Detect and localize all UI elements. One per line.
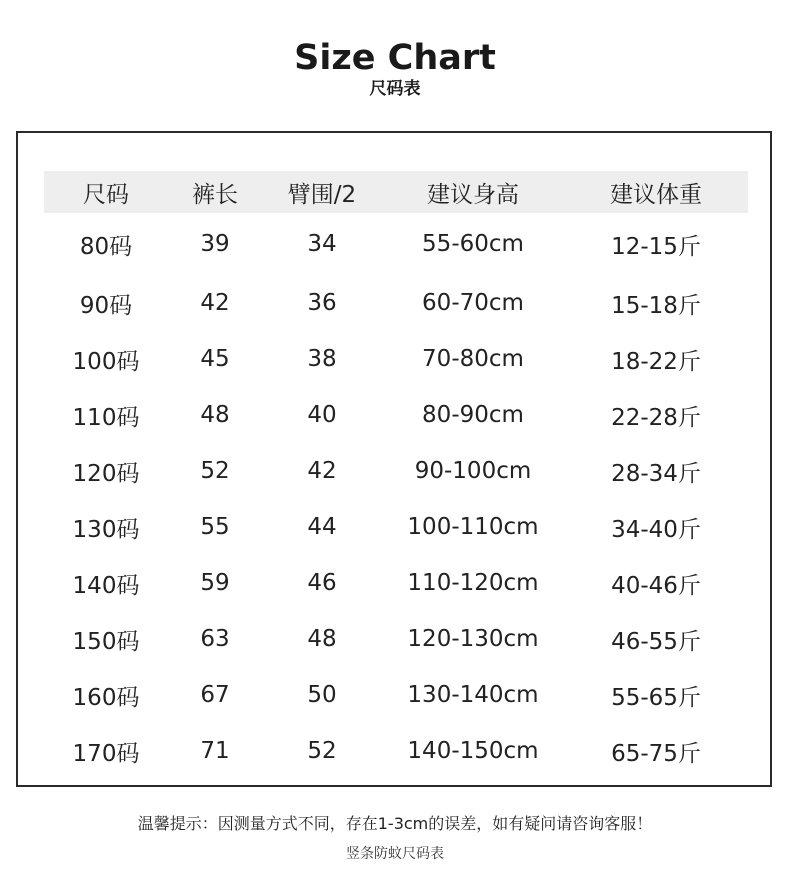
cell-suggested-weight: 34-40斤 (611, 516, 701, 543)
cell-pants-length: 67 (200, 682, 230, 708)
cell-size: 120码 (72, 460, 140, 487)
cell-pants-length: 63 (200, 626, 230, 652)
column-header-size: 尺码 (83, 181, 129, 208)
table-row (44, 331, 748, 387)
cell-suggested-height: 60-70cm (422, 290, 524, 316)
column-header-suggested-weight: 建议体重 (610, 181, 702, 208)
table-row (44, 443, 748, 499)
table-row (44, 555, 748, 611)
cell-suggested-height: 120-130cm (407, 626, 539, 652)
cell-suggested-weight: 22-28斤 (611, 404, 701, 431)
cell-arm-circumference: 42 (307, 458, 337, 484)
table-row (44, 723, 748, 779)
table-row (44, 667, 748, 723)
cell-pants-length: 39 (200, 231, 230, 257)
cell-suggested-weight: 65-75斤 (611, 740, 701, 767)
column-header-suggested-height: 建议身高 (427, 181, 519, 208)
cell-size: 160码 (72, 684, 140, 711)
column-header-pants-length: 裤长 (192, 181, 238, 208)
cell-size: 170码 (72, 740, 140, 767)
cell-pants-length: 52 (200, 458, 230, 484)
cell-suggested-weight: 18-22斤 (611, 348, 701, 375)
table-row (44, 387, 748, 443)
table-row (44, 499, 748, 555)
cell-suggested-weight: 15-18斤 (611, 292, 701, 319)
cell-arm-circumference: 52 (307, 738, 337, 764)
cell-arm-circumference: 46 (307, 570, 337, 596)
cell-suggested-height: 110-120cm (407, 570, 539, 596)
cell-suggested-weight: 46-55斤 (611, 628, 701, 655)
cell-pants-length: 42 (200, 290, 230, 316)
cell-suggested-height: 55-60cm (422, 231, 524, 257)
size-table (44, 171, 748, 779)
cell-size: 130码 (72, 516, 140, 543)
cell-suggested-height: 130-140cm (407, 682, 539, 708)
page-title: Size Chart (294, 38, 496, 78)
cell-size: 110码 (72, 404, 140, 431)
cell-size: 150码 (72, 628, 140, 655)
cell-size: 80码 (79, 233, 133, 260)
cell-size: 90码 (79, 292, 133, 319)
cell-suggested-weight: 55-65斤 (611, 684, 701, 711)
cell-arm-circumference: 34 (307, 231, 337, 257)
cell-suggested-weight: 28-34斤 (611, 460, 701, 487)
cell-size: 100码 (72, 348, 140, 375)
cell-pants-length: 55 (200, 514, 230, 540)
table-row (44, 275, 748, 331)
cell-arm-circumference: 50 (307, 682, 337, 708)
cell-suggested-height: 90-100cm (414, 458, 532, 484)
cell-suggested-height: 100-110cm (407, 514, 539, 540)
cell-suggested-height: 140-150cm (407, 738, 539, 764)
cell-suggested-height: 80-90cm (422, 402, 524, 428)
table-row (44, 213, 748, 275)
cell-suggested-height: 70-80cm (422, 346, 524, 372)
cell-arm-circumference: 40 (307, 402, 337, 428)
cell-size: 140码 (72, 572, 140, 599)
size-table-frame (16, 131, 772, 787)
page-subtitle: 尺码表 (369, 79, 421, 99)
column-header-arm-circumference: 臂围/2 (287, 181, 357, 208)
cell-pants-length: 48 (200, 402, 230, 428)
cell-suggested-weight: 12-15斤 (611, 233, 701, 260)
cell-arm-circumference: 36 (307, 290, 337, 316)
cell-arm-circumference: 48 (307, 626, 337, 652)
table-header-row (44, 171, 748, 213)
cell-pants-length: 71 (200, 738, 230, 764)
cell-pants-length: 45 (200, 346, 230, 372)
cell-suggested-weight: 40-46斤 (611, 572, 701, 599)
measurement-tip: 温馨提示：因测量方式不同，存在1-3cm的误差，如有疑问请咨询客服！ (137, 814, 653, 833)
cell-pants-length: 59 (200, 570, 230, 596)
cell-arm-circumference: 38 (307, 346, 337, 372)
cell-arm-circumference: 44 (307, 514, 337, 540)
chart-caption: 竖条防蚊尺码表 (346, 846, 444, 862)
table-row (44, 611, 748, 667)
